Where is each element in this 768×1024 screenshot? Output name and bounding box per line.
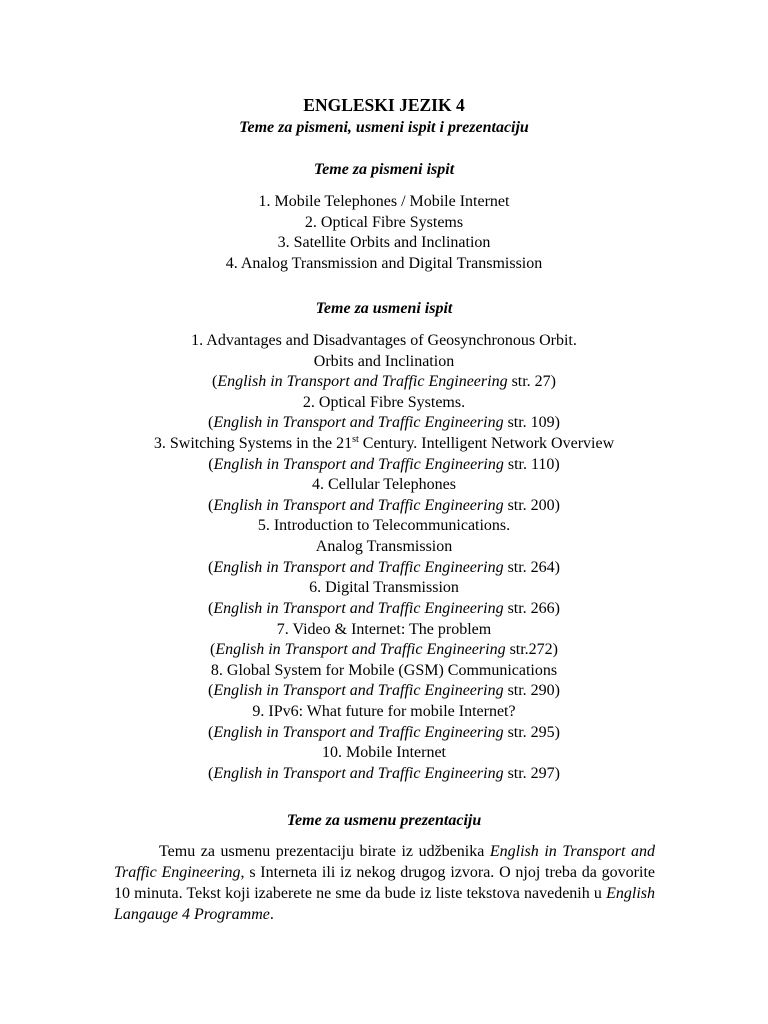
book-title: English in Transport and Traffic Engineering <box>213 414 504 432</box>
book-title: English in Transport and Traffic Engineering <box>217 373 508 391</box>
oral-exam-item-title: 4. Cellular Telephones <box>312 476 456 494</box>
oral-exam-item-title: 3. Switching Systems in the 21st Century. Intelligent Network Overview <box>153 434 615 453</box>
page-reference: str. 295) <box>507 723 561 741</box>
document-subtitle: Teme za pismeni, usmeni ispit i prezentaciju <box>239 119 529 136</box>
oral-exam-item-reference: (English in Transport and Traffic Engineering str. 266) <box>207 599 561 617</box>
written-exam-item: 3. Satellite Orbits and Inclination <box>277 234 491 252</box>
oral-exam-item-title: 5. Introduction to Telecommunications. <box>257 517 511 535</box>
ordinal-suffix: st <box>352 434 359 446</box>
book-title: English in Transport and Traffic Engineering <box>213 723 504 741</box>
oral-exam-item-title: 8. Global System for Mobile (GSM) Communications <box>210 661 558 679</box>
oral-exam-list <box>0 331 768 784</box>
oral-exam-item-title: Analog Transmission <box>315 538 453 556</box>
book-title: English in Transport and Traffic Engineering <box>213 682 504 700</box>
oral-exam-item-reference: (English in Transport and Traffic Engineering str. 109) <box>207 414 561 432</box>
page-reference: str. 109) <box>507 414 561 432</box>
oral-exam-item-title: 6. Digital Transmission <box>309 579 459 597</box>
oral-exam-item-reference: (English in Transport and Traffic Engineering str. 290) <box>207 682 561 700</box>
document-title: ENGLESKI JEZIK 4 <box>303 95 465 115</box>
book-title: English in Transport and Traffic Engineering <box>114 843 655 881</box>
page-reference: str. 297) <box>507 764 561 782</box>
page-reference: str.272) <box>509 641 559 659</box>
oral-exam-item-reference: (English in Transport and Traffic Engineering str. 297) <box>207 764 561 782</box>
page-reference: str. 264) <box>507 558 561 576</box>
oral-exam-item-title: 2. Optical Fibre Systems. <box>302 393 466 411</box>
page-reference: str. 200) <box>507 496 561 514</box>
oral-exam-item-reference: (English in Transport and Traffic Engineering str. 264) <box>207 558 561 576</box>
oral-exam-item-title: Orbits and Inclination <box>313 352 455 370</box>
page-reference: str. 110) <box>507 455 560 473</box>
written-exam-heading: Teme za pismeni ispit <box>313 161 455 178</box>
presentation-heading: Teme za usmenu prezentaciju <box>286 812 482 829</box>
written-exam-item: 4. Analog Transmission and Digital Transmission <box>225 255 543 273</box>
oral-exam-item-title: 7. Video & Internet: The problem <box>276 620 492 638</box>
oral-exam-item-title: 1. Advantages and Disadvantages of Geosynchronous Orbit. <box>191 332 577 349</box>
written-exam-item: 1. Mobile Telephones / Mobile Internet <box>258 193 510 210</box>
written-exam-item: 2. Optical Fibre Systems <box>304 213 464 231</box>
page-reference: str. 266) <box>507 599 561 617</box>
book-title: English in Transport and Traffic Engineering <box>213 558 504 576</box>
written-exam-list <box>0 192 768 275</box>
oral-exam-item-reference: (English in Transport and Traffic Engineering str. 295) <box>207 723 561 741</box>
oral-exam-item-title: 10. Mobile Internet <box>322 744 446 762</box>
page-reference: str. 27) <box>511 373 557 391</box>
oral-exam-item-reference: (English in Transport and Traffic Engineering str. 200) <box>207 496 561 514</box>
book-title: English in Transport and Traffic Engineering <box>213 496 504 514</box>
oral-exam-heading: Teme za usmeni ispit <box>315 300 453 317</box>
oral-exam-item-reference: (English in Transport and Traffic Engineering str. 27) <box>211 373 557 391</box>
book-title: English in Transport and Traffic Engineering <box>213 599 504 617</box>
oral-exam-item-reference: (English in Transport and Traffic Engineering str. 110) <box>208 455 560 473</box>
book-title: English in Transport and Traffic Engineering <box>215 641 506 659</box>
page-reference: str. 290) <box>507 682 561 700</box>
book-title: English in Transport and Traffic Engineering <box>213 455 504 473</box>
programme-title: English Langauge 4 Programme <box>114 884 655 923</box>
presentation-paragraph: Temu za usmenu prezentaciju birate iz udžbenika English in Transport and Traffic Engineering, s Interneta ili iz nekog drugog izvora. O njoj treba da govorite 10 minuta. Tekst koji izaberete ne sme da bude iz liste tekstova navedenih u English Langauge 4 Programme. <box>114 843 655 923</box>
oral-exam-item-title: 9. IPv6: What future for mobile Internet? <box>252 702 516 720</box>
oral-exam-item-reference: (English in Transport and Traffic Engineering str.272) <box>209 641 559 659</box>
book-title: English in Transport and Traffic Engineering <box>213 764 504 782</box>
